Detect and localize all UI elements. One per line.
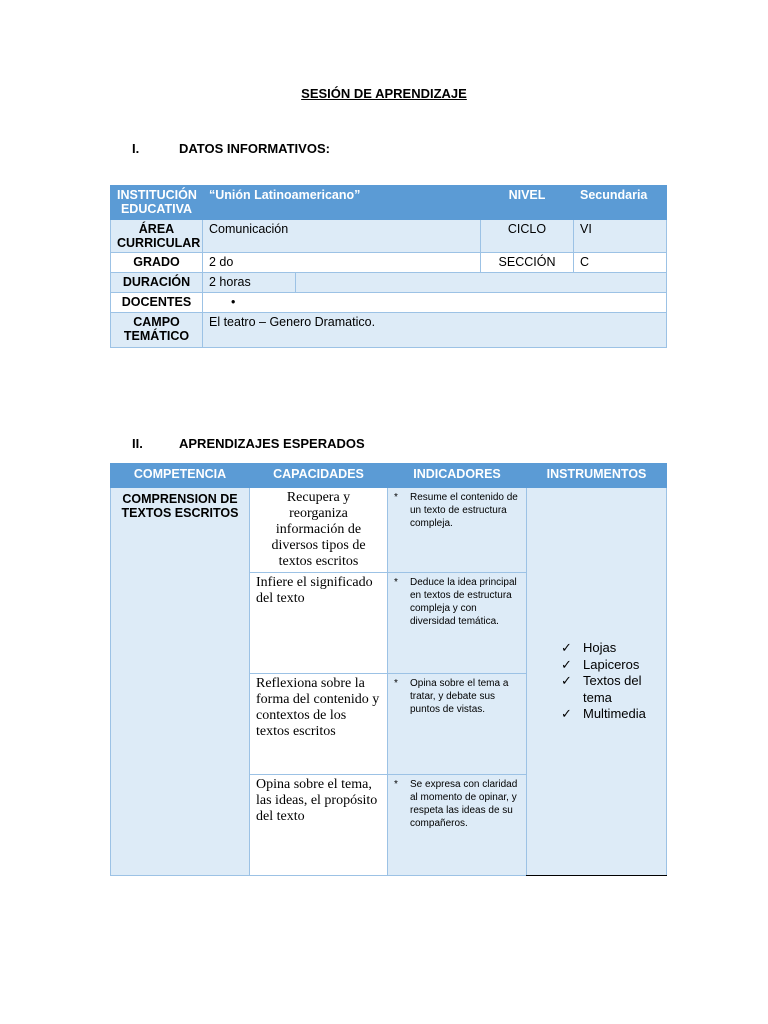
instrumento-text: Hojas — [583, 640, 617, 656]
seccion-value: C — [574, 253, 667, 273]
row-area — [111, 220, 667, 253]
row-duracion — [111, 273, 667, 293]
instrumento-text: Lapiceros — [583, 656, 640, 672]
seccion-label: SECCIÓN — [481, 253, 574, 273]
capacidad-cell: Infiere el significado del texto — [250, 573, 388, 674]
indicador-text: Deduce la idea principal en textos de estructura compleja y con diversidad temática. — [410, 577, 517, 627]
section-number: I. — [132, 141, 140, 156]
instrumento-text: Multimedia — [583, 706, 646, 722]
header-indicadores: INDICADORES — [388, 464, 527, 488]
indicador-text: Se expresa con claridad al momento de opinar, y respeta las ideas de su compañeros. — [410, 779, 518, 829]
list-item — [561, 657, 660, 674]
docentes-label: DOCENTES — [111, 293, 203, 313]
institucion-value: “Unión Latinoamericano” — [203, 186, 481, 220]
campo-label: CAMPO TEMÁTICO — [111, 313, 203, 348]
indicador-cell — [388, 775, 527, 876]
indicador-cell — [388, 488, 527, 573]
section-heading-datos — [132, 141, 330, 156]
check-icon: ✓ — [561, 656, 572, 672]
capacidad-cell: Reflexiona sobre la forma del contenido y contextos de los textos escritos — [250, 674, 388, 775]
area-value: Comunicación — [203, 220, 481, 253]
duracion-label: DURACIÓN — [111, 273, 203, 293]
check-icon: ✓ — [561, 673, 572, 689]
check-icon: ✓ — [561, 640, 572, 656]
competencias-table — [110, 463, 667, 876]
header-competencia: COMPETENCIA — [111, 464, 250, 488]
page-title: SESIÓN DE APRENDIZAJE — [301, 86, 467, 101]
nivel-value: Secundaria — [574, 186, 667, 220]
asterisk-icon: * — [394, 577, 398, 588]
area-label: ÁREA CURRICULAR — [111, 220, 203, 253]
list-item — [561, 640, 660, 657]
indicador-cell — [388, 573, 527, 674]
indicador-text: Opina sobre el tema a tratar, y debate sus puntos de vistas. — [410, 678, 509, 715]
asterisk-icon: * — [394, 779, 398, 790]
ciclo-value: VI — [574, 220, 667, 253]
asterisk-icon: * — [394, 492, 398, 503]
instrumento-text: Textos del tema — [583, 673, 642, 705]
section-heading-aprendizajes — [132, 436, 365, 451]
instrumentos-cell — [527, 488, 667, 876]
header-instrumentos: INSTRUMENTOS — [527, 464, 667, 488]
list-item — [561, 673, 660, 706]
ciclo-label: CICLO — [481, 220, 574, 253]
competencia-cell: COMPRENSION DE TEXTOS ESCRITOS — [111, 488, 250, 876]
section-label: DATOS INFORMATIVOS: — [179, 141, 330, 156]
capacidad-cell: Recupera y reorganiza información de diversos tipos de textos escritos — [250, 488, 388, 573]
header-row — [111, 464, 667, 488]
section-label: APRENDIZAJES ESPERADOS — [179, 436, 365, 451]
asterisk-icon: * — [394, 678, 398, 689]
capacidad-cell: Opina sobre el tema, las ideas, el propósito del texto — [250, 775, 388, 876]
row-institucion — [111, 186, 667, 220]
duracion-value: 2 horas — [203, 273, 296, 293]
grado-label: GRADO — [111, 253, 203, 273]
indicador-text: Resume el contenido de un texto de estructura compleja. — [410, 492, 518, 529]
duracion-empty — [296, 273, 667, 293]
row-campo — [111, 313, 667, 348]
info-table — [110, 185, 667, 348]
nivel-label: NIVEL — [481, 186, 574, 220]
list-item — [561, 706, 660, 723]
row-grado — [111, 253, 667, 273]
check-icon: ✓ — [561, 706, 572, 722]
instrumentos-list — [533, 640, 660, 723]
table-row — [111, 488, 667, 573]
grado-value: 2 do — [203, 253, 481, 273]
indicador-cell — [388, 674, 527, 775]
section-number: II. — [132, 436, 143, 451]
row-docentes — [111, 293, 667, 313]
header-capacidades: CAPACIDADES — [250, 464, 388, 488]
docentes-bullet: • — [203, 293, 667, 313]
campo-value: El teatro – Genero Dramatico. — [203, 313, 667, 348]
institucion-label: INSTITUCIÓN EDUCATIVA — [111, 186, 203, 220]
